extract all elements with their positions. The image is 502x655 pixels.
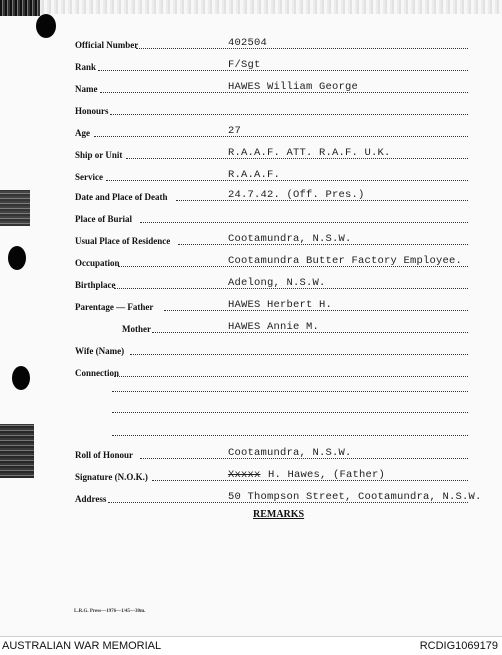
punch-hole [8, 246, 26, 270]
printer-note: L.R.G. Press—1976—1/45—30m. [74, 609, 146, 614]
dotted-line [98, 70, 468, 71]
institution-name: AUSTRALIAN WAR MEMORIAL [2, 640, 162, 652]
record-id: RCDIG1069179 [419, 640, 498, 652]
field-value: H. Hawes, (Father) [268, 469, 386, 481]
field-label: Age [75, 128, 90, 138]
field-label: Place of Burial [75, 214, 132, 224]
field-value: Cootamundra Butter Factory Employee. [228, 255, 463, 267]
struck-text: Xxxxx [228, 469, 261, 481]
field-value: 50 Thompson Street, Cootamundra, N.S.W. [228, 491, 482, 503]
dotted-line [136, 48, 468, 49]
field-label: Service [75, 172, 103, 182]
field-label: Roll of Honour [75, 450, 134, 460]
scan-edge [0, 0, 502, 14]
binding-mark [0, 424, 34, 478]
dotted-line [130, 354, 468, 355]
field-value: F/Sgt [228, 59, 261, 71]
archive-footer [0, 636, 502, 655]
field-label: Connection [75, 368, 120, 378]
punch-hole [12, 366, 30, 390]
field-label: Wife (Name) [75, 346, 125, 356]
field-value: Cootamundra, N.S.W. [228, 447, 352, 459]
field-label: Occupation [75, 258, 120, 268]
field-label: Birthplace [75, 280, 116, 290]
dotted-line [94, 136, 468, 137]
field-value: HAWES Annie M. [228, 321, 320, 333]
field-label: Date and Place of Death [75, 192, 168, 202]
field-label: Mother [122, 324, 151, 334]
scan-corner-mark [0, 0, 40, 16]
dotted-line [112, 391, 468, 392]
dotted-line [112, 435, 468, 436]
field-value: R.A.A.F. ATT. R.A.F. U.K. [228, 147, 391, 159]
dotted-line [114, 376, 468, 377]
field-label: Address [75, 494, 107, 504]
dotted-line [110, 114, 468, 115]
field-value: 27 [228, 125, 242, 137]
field-value: Adelong, N.S.W. [228, 277, 326, 289]
field-label: Rank [75, 62, 97, 72]
binding-mark [0, 190, 30, 226]
field-value: 24.7.42. (Off. Pres.) [228, 189, 365, 201]
field-value: 402504 [228, 37, 268, 49]
dotted-line [106, 180, 468, 181]
field-value: HAWES Herbert H. [228, 299, 333, 311]
field-value: R.A.A.F. [228, 169, 281, 181]
field-label: Honours [75, 106, 109, 116]
remarks-heading: REMARKS [253, 509, 305, 520]
punch-hole [36, 14, 56, 38]
field-label: Usual Place of Residence [75, 236, 171, 246]
field-label: Parentage — Father [75, 302, 154, 312]
field-label: Signature (N.O.K.) [75, 472, 148, 482]
field-value: HAWES William George [228, 81, 359, 93]
field-value: Cootamundra, N.S.W. [228, 233, 352, 245]
field-label: Official Number [75, 40, 139, 50]
field-label: Name [75, 84, 98, 94]
field-label: Ship or Unit [75, 150, 123, 160]
dotted-line [140, 222, 468, 223]
dotted-line [112, 412, 468, 413]
